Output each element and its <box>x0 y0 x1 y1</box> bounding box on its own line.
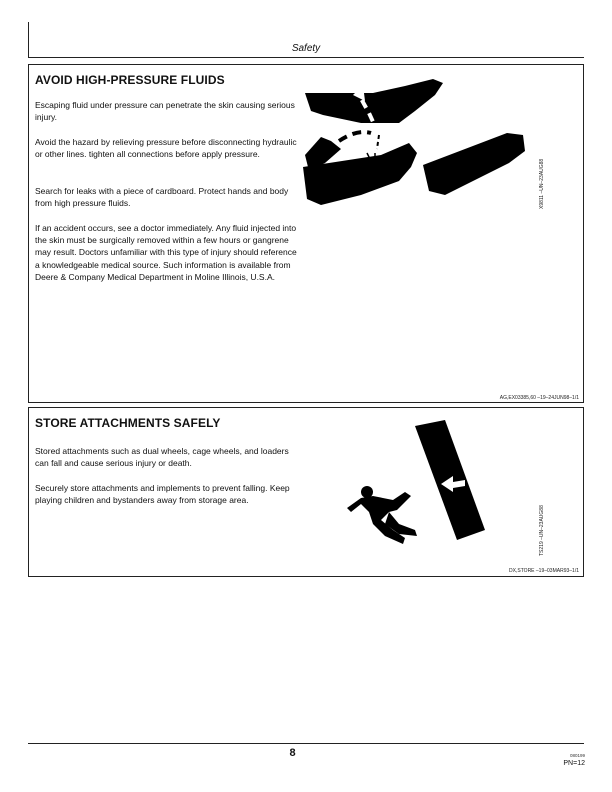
header-rule <box>28 57 584 58</box>
section-store-attachments <box>28 407 584 577</box>
page-header-title: Safety <box>291 43 321 54</box>
page-number: 8 <box>289 747 296 759</box>
section-footer-code: AG,EX03385,60 –19–24JUN98–1/1 <box>499 395 579 401</box>
section-heading: AVOID HIGH-PRESSURE FLUIDS <box>35 73 225 87</box>
paragraph: Avoid the hazard by relieving pressure before disconnecting hydraulic or other lines. tighten all connections before apply pressure. <box>35 137 297 160</box>
footer-rule <box>28 743 584 744</box>
paragraph: Stored attachments such as dual wheels, cage wheels, and loaders can fall and cause serious injury or death. <box>35 446 289 469</box>
document-code: 080199 <box>569 753 585 758</box>
paragraph: Escaping fluid under pressure can penetrate the skin causing serious injury. <box>35 100 295 123</box>
image-code: TS219 –UN–23AUG88 <box>539 505 545 556</box>
falling-attachment-illustration <box>345 420 495 560</box>
high-pressure-fluid-illustration <box>301 71 527 221</box>
paragraph: Securely store attachments and implements to prevent falling. Keep playing children and bystanders away from storage area. <box>35 483 290 506</box>
image-code: X9811 –UN–23AUG88 <box>539 158 545 209</box>
paragraph: Search for leaks with a piece of cardboard. Protect hands and body from high pressure fluids. <box>35 186 289 209</box>
section-high-pressure-fluids <box>28 64 584 403</box>
paragraph: If an accident occurs, see a doctor immediately. Any fluid injected into the skin must be surgically removed within a few hours or gangrene may result. Doctors unfamiliar with this type of injury should reference a knowledgeable medical source. Such information is available from Deere & Company Medical Department in Moline Illinois, U.S.A. <box>35 223 297 282</box>
pn-label: PN=12 <box>563 760 585 767</box>
section-heading: STORE ATTACHMENTS SAFELY <box>35 416 221 430</box>
section-footer-code: DX,STORE –19–03MAR93–1/1 <box>509 568 579 574</box>
